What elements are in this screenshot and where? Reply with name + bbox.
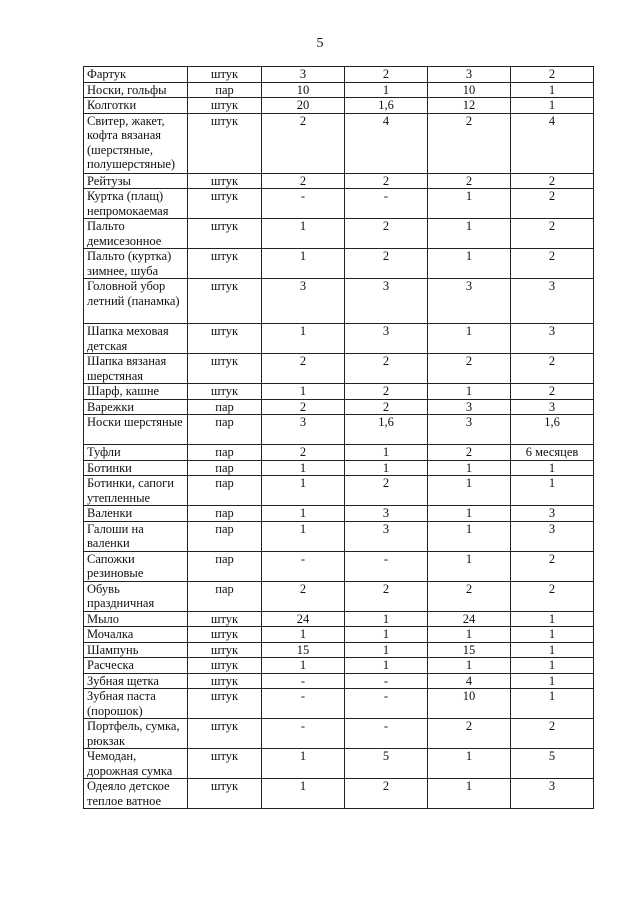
value-cell: 1 [262,384,345,400]
value-cell: 2 [345,249,428,279]
value-cell: 2 [262,581,345,611]
table-row [84,249,594,279]
table-row [84,324,594,354]
value-cell: 2 [345,779,428,809]
value-cell: 4 [345,113,428,173]
table-row [84,673,594,689]
value-cell: 3 [345,521,428,551]
unit-cell: штук [188,658,262,674]
unit-cell: пар [188,521,262,551]
value-cell: 2 [511,354,594,384]
value-cell: 2 [511,581,594,611]
value-cell: - [262,551,345,581]
unit-cell: штук [188,67,262,83]
table-row [84,279,594,324]
value-cell: 1 [262,749,345,779]
table-row [84,445,594,461]
table-row [84,611,594,627]
value-cell: 1 [428,749,511,779]
value-cell: 2 [511,219,594,249]
table-row [84,719,594,749]
value-cell: 3 [345,324,428,354]
value-cell: - [262,689,345,719]
value-cell: 1 [428,219,511,249]
value-cell: 2 [262,399,345,415]
value-cell: 2 [511,67,594,83]
item-name-cell: Пальто демисезонное [84,219,188,249]
value-cell: 3 [428,279,511,324]
value-cell: 3 [345,506,428,522]
item-name-cell: Шапка вязаная шерстяная [84,354,188,384]
value-cell: 2 [345,219,428,249]
value-cell: 24 [428,611,511,627]
table-row [84,384,594,400]
value-cell: 15 [428,642,511,658]
unit-cell: штук [188,611,262,627]
unit-cell: пар [188,460,262,476]
value-cell: 2 [428,113,511,173]
value-cell: 1,6 [345,415,428,445]
table-row [84,521,594,551]
unit-cell: пар [188,551,262,581]
table-row [84,658,594,674]
unit-cell: пар [188,415,262,445]
unit-cell: штук [188,219,262,249]
value-cell: 1,6 [345,98,428,114]
value-cell: 1 [511,98,594,114]
item-name-cell: Портфель, сумка, рюкзак [84,719,188,749]
value-cell: - [345,189,428,219]
value-cell: 1 [345,445,428,461]
table-row [84,219,594,249]
item-name-cell: Рейтузы [84,173,188,189]
value-cell: 1 [511,658,594,674]
value-cell: 3 [428,399,511,415]
item-name-cell: Колготки [84,98,188,114]
value-cell: 3 [511,399,594,415]
value-cell: 1 [262,658,345,674]
item-name-cell: Зубная паста (порошок) [84,689,188,719]
value-cell: 1 [428,779,511,809]
unit-cell: штук [188,749,262,779]
value-cell: 1 [262,476,345,506]
value-cell: 1 [262,249,345,279]
item-name-cell: Чемодан, дорожная сумка [84,749,188,779]
value-cell: 3 [511,779,594,809]
item-name-cell: Шампунь [84,642,188,658]
value-cell: 4 [428,673,511,689]
item-name-cell: Ботинки, сапоги утепленные [84,476,188,506]
item-name-cell: Варежки [84,399,188,415]
unit-cell: пар [188,82,262,98]
value-cell: 2 [345,354,428,384]
value-cell: 6 месяцев [511,445,594,461]
item-name-cell: Пальто (куртка) зимнее, шуба [84,249,188,279]
value-cell: 5 [345,749,428,779]
value-cell: 1 [428,476,511,506]
value-cell: 2 [428,173,511,189]
value-cell: 1 [428,384,511,400]
table-row [84,642,594,658]
table-row [84,476,594,506]
value-cell: 1 [428,460,511,476]
table-row [84,399,594,415]
value-cell: 1 [511,673,594,689]
value-cell: 2 [345,581,428,611]
unit-cell: штук [188,779,262,809]
value-cell: 3 [262,415,345,445]
value-cell: 4 [511,113,594,173]
value-cell: 2 [428,719,511,749]
value-cell: 1 [262,779,345,809]
value-cell: 1 [345,642,428,658]
value-cell: 12 [428,98,511,114]
unit-cell: штук [188,627,262,643]
table-row [84,581,594,611]
value-cell: 3 [511,521,594,551]
item-name-cell: Зубная щетка [84,673,188,689]
unit-cell: штук [188,324,262,354]
value-cell: 24 [262,611,345,627]
table-row [84,506,594,522]
value-cell: 2 [511,173,594,189]
item-name-cell: Свитер, жакет, кофта вязаная (шерстяные, полушерстяные) [84,113,188,173]
unit-cell: штук [188,354,262,384]
unit-cell: пар [188,399,262,415]
value-cell: 1 [428,627,511,643]
value-cell: 2 [262,173,345,189]
item-name-cell: Ботинки [84,460,188,476]
value-cell: - [345,673,428,689]
table-row [84,173,594,189]
value-cell: 2 [511,551,594,581]
value-cell: 2 [345,384,428,400]
value-cell: 1 [345,460,428,476]
item-name-cell: Куртка (плащ) непромокаемая [84,189,188,219]
table-row [84,189,594,219]
table-row [84,749,594,779]
table-row [84,689,594,719]
value-cell: 1 [428,189,511,219]
item-name-cell: Валенки [84,506,188,522]
table-row [84,627,594,643]
value-cell: 3 [262,67,345,83]
item-name-cell: Фартук [84,67,188,83]
value-cell: 2 [345,399,428,415]
item-name-cell: Галоши на валенки [84,521,188,551]
value-cell: 1 [345,611,428,627]
value-cell: 2 [511,719,594,749]
value-cell: 10 [428,689,511,719]
unit-cell: штук [188,673,262,689]
table-row [84,415,594,445]
value-cell: 1 [428,521,511,551]
value-cell: 2 [511,189,594,219]
value-cell: - [345,689,428,719]
unit-cell: штук [188,689,262,719]
value-cell: 1 [345,658,428,674]
table-row [84,82,594,98]
unit-cell: штук [188,279,262,324]
table-row [84,779,594,809]
value-cell: 2 [345,173,428,189]
item-name-cell: Мочалка [84,627,188,643]
value-cell: - [262,189,345,219]
value-cell: 1 [511,642,594,658]
unit-cell: штук [188,642,262,658]
value-cell: 2 [511,384,594,400]
value-cell: 2 [262,445,345,461]
value-cell: 1 [511,82,594,98]
value-cell: 1 [345,627,428,643]
unit-cell: штук [188,189,262,219]
value-cell: 2 [262,113,345,173]
value-cell: - [345,551,428,581]
page-number: 5 [316,36,324,51]
value-cell: 1 [428,249,511,279]
unit-cell: штук [188,98,262,114]
unit-cell: штук [188,249,262,279]
value-cell: 1 [262,460,345,476]
value-cell: 1 [428,324,511,354]
table-row [84,551,594,581]
item-name-cell: Одеяло детское теплое ватное [84,779,188,809]
value-cell: 2 [511,249,594,279]
table-row [84,98,594,114]
unit-cell: пар [188,476,262,506]
value-cell: 20 [262,98,345,114]
unit-cell: штук [188,173,262,189]
value-cell: 1,6 [511,415,594,445]
item-name-cell: Расческа [84,658,188,674]
value-cell: 1 [262,324,345,354]
value-cell: 1 [262,219,345,249]
value-cell: 2 [428,354,511,384]
value-cell: 1 [511,689,594,719]
value-cell: 3 [428,67,511,83]
value-cell: - [262,673,345,689]
value-cell: 1 [428,658,511,674]
value-cell: 10 [428,82,511,98]
value-cell: 3 [428,415,511,445]
value-cell: 3 [511,506,594,522]
unit-cell: пар [188,581,262,611]
value-cell: - [262,719,345,749]
value-cell: 1 [262,506,345,522]
item-name-cell: Туфли [84,445,188,461]
value-cell: 5 [511,749,594,779]
item-name-cell: Обувь праздничная [84,581,188,611]
item-name-cell: Носки шерстяные [84,415,188,445]
value-cell: 1 [262,521,345,551]
table-row [84,113,594,173]
unit-cell: пар [188,506,262,522]
value-cell: 3 [511,279,594,324]
value-cell: 3 [345,279,428,324]
unit-cell: штук [188,384,262,400]
value-cell: 2 [345,476,428,506]
value-cell: 3 [262,279,345,324]
value-cell: 1 [428,551,511,581]
item-name-cell: Сапожки резиновые [84,551,188,581]
value-cell: 1 [511,611,594,627]
value-cell: 15 [262,642,345,658]
value-cell: 2 [428,581,511,611]
value-cell: 1 [428,506,511,522]
unit-cell: штук [188,113,262,173]
value-cell: - [345,719,428,749]
value-cell: 1 [511,476,594,506]
item-name-cell: Головной убор летний (панамка) [84,279,188,324]
unit-cell: пар [188,445,262,461]
item-name-cell: Носки, гольфы [84,82,188,98]
unit-cell: штук [188,719,262,749]
value-cell: 2 [428,445,511,461]
value-cell: 3 [511,324,594,354]
table-body [84,67,594,809]
value-cell: 1 [511,460,594,476]
table-row [84,354,594,384]
item-name-cell: Мыло [84,611,188,627]
table-row [84,460,594,476]
value-cell: 1 [345,82,428,98]
value-cell: 10 [262,82,345,98]
item-name-cell: Шарф, кашне [84,384,188,400]
item-name-cell: Шапка меховая детская [84,324,188,354]
value-cell: 2 [262,354,345,384]
table-row [84,67,594,83]
value-cell: 1 [262,627,345,643]
norms-table [83,66,594,809]
value-cell: 1 [511,627,594,643]
value-cell: 2 [345,67,428,83]
